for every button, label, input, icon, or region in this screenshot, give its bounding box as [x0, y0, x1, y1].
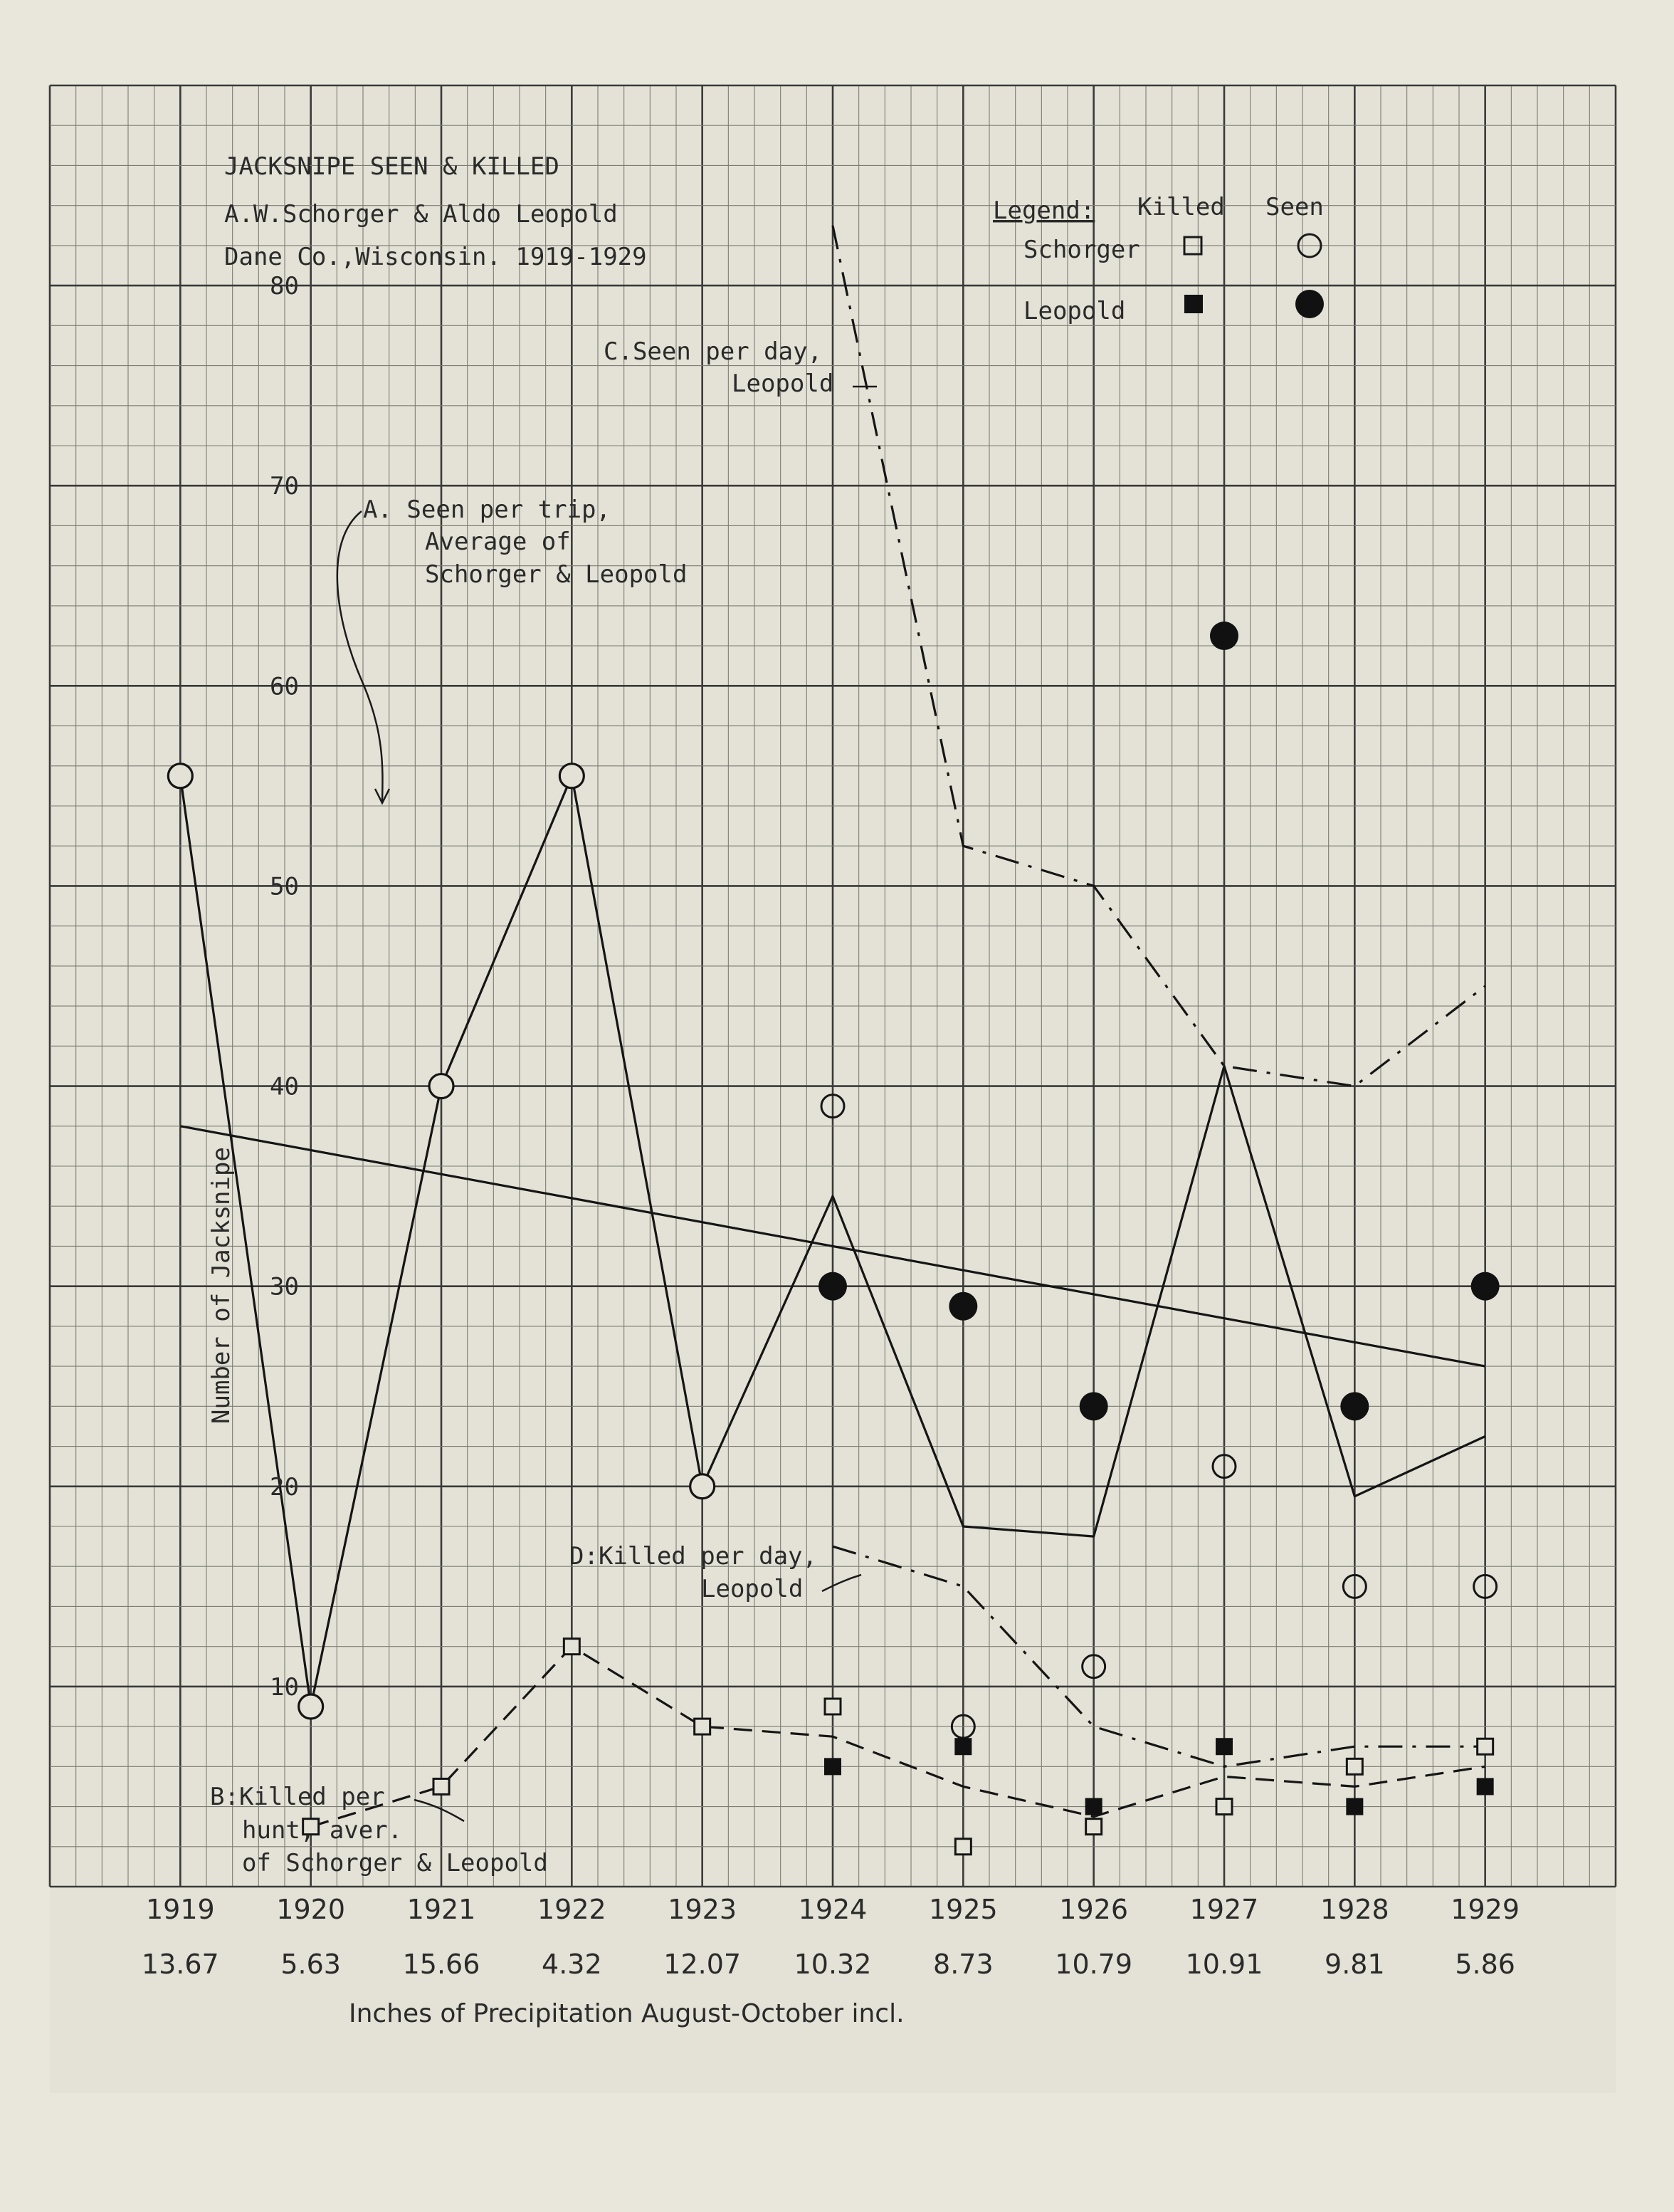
leopold-seen-1924	[818, 1272, 847, 1301]
precip-1927: 10.91	[1185, 1949, 1263, 1980]
schorger-killed-1924	[825, 1699, 841, 1714]
label-c-1: C.Seen per day,	[604, 337, 823, 366]
point-b-1921	[433, 1778, 449, 1794]
x-tick-1926: 1926	[1059, 1894, 1129, 1925]
x-tick-1921: 1921	[406, 1894, 476, 1925]
leopold-killed-1925	[954, 1738, 972, 1755]
legend-leopold: Leopold	[1023, 297, 1126, 325]
label-b-2: hunt, aver.	[242, 1816, 403, 1845]
x-tick-1919: 1919	[145, 1894, 215, 1925]
y-tick-40: 40	[270, 1072, 299, 1101]
leopold-killed-1927	[1216, 1738, 1233, 1755]
precip-1924: 10.32	[794, 1949, 872, 1980]
precip-1922: 4.32	[542, 1949, 602, 1980]
schorger-killed-1925	[955, 1839, 971, 1855]
grid	[50, 85, 1616, 1887]
x-tick-1928: 1928	[1320, 1894, 1389, 1925]
leopold-killed-1926	[1085, 1798, 1102, 1815]
precip-1929: 5.86	[1455, 1949, 1515, 1980]
point-a-1922	[559, 764, 584, 788]
label-a-3: Schorger & Leopold	[425, 560, 688, 589]
y-tick-80: 80	[270, 272, 299, 301]
label-c-2: Leopold	[732, 369, 834, 398]
legend-leopold-seen-marker	[1295, 290, 1324, 318]
leopold-seen-1929	[1471, 1272, 1500, 1301]
label-a-1: A. Seen per trip,	[363, 496, 611, 524]
y-tick-60: 60	[270, 672, 299, 701]
x-tick-1920: 1920	[276, 1894, 346, 1925]
schorger-killed-1927	[1216, 1799, 1232, 1815]
y-tick-20: 20	[270, 1472, 299, 1501]
label-b-3: of Schorger & Leopold	[242, 1849, 548, 1877]
x-axis-label: Inches of Precipitation August-October incl.	[349, 1999, 905, 2028]
y-axis-label: Number of Jacksnipe	[207, 1147, 236, 1424]
y-tick-10: 10	[270, 1672, 299, 1702]
precip-1925: 8.73	[933, 1949, 994, 1980]
precip-1928: 9.81	[1325, 1949, 1385, 1980]
label-a-2: Average of	[425, 528, 571, 556]
point-b-1922	[564, 1639, 579, 1655]
leopold-seen-1928	[1340, 1392, 1369, 1420]
point-a-1921	[429, 1074, 453, 1099]
legend-title: Legend:	[993, 196, 1095, 225]
y-tick-50: 50	[270, 872, 299, 901]
leopold-killed-1929	[1477, 1778, 1494, 1795]
leopold-killed-1924	[824, 1758, 841, 1775]
precip-1919: 13.67	[141, 1949, 219, 1980]
schorger-killed-1929	[1478, 1739, 1493, 1754]
legend-leopold-killed-marker	[1184, 295, 1203, 313]
x-tick-1924: 1924	[798, 1894, 868, 1925]
legend-col-killed: Killed	[1137, 193, 1225, 221]
x-tick-1922: 1922	[537, 1894, 606, 1925]
precip-1921: 15.66	[402, 1949, 480, 1980]
legend-schorger: Schorger	[1023, 236, 1140, 264]
precip-1923: 12.07	[663, 1949, 742, 1980]
precip-1920: 5.63	[280, 1949, 341, 1980]
label-d-1: D:Killed per day,	[569, 1542, 817, 1571]
point-a-1920	[299, 1694, 323, 1719]
x-tick-1925: 1925	[928, 1894, 998, 1925]
x-tick-1927: 1927	[1189, 1894, 1259, 1925]
precip-1926: 10.79	[1055, 1949, 1133, 1980]
point-a-1919	[168, 764, 192, 788]
y-tick-30: 30	[270, 1272, 299, 1301]
chart-subtitle-1: A.W.Schorger & Aldo Leopold	[224, 200, 618, 229]
label-d-2: Leopold	[701, 1575, 804, 1603]
schorger-killed-1926	[1086, 1819, 1102, 1835]
label-b-1: B:Killed per	[210, 1783, 385, 1811]
x-tick-1929: 1929	[1451, 1894, 1520, 1925]
schorger-killed-1928	[1347, 1758, 1362, 1774]
leopold-killed-1928	[1346, 1798, 1363, 1815]
point-a-1923	[690, 1474, 715, 1499]
legend-col-seen: Seen	[1265, 193, 1324, 221]
leopold-seen-1925	[949, 1292, 977, 1321]
leopold-seen-1927	[1210, 622, 1238, 650]
y-tick-70: 70	[270, 472, 299, 501]
chart-subtitle-2: Dane Co.,Wisconsin. 1919-1929	[224, 243, 647, 271]
x-tick-1923: 1923	[668, 1894, 737, 1925]
leopold-seen-1926	[1080, 1392, 1108, 1420]
point-b-1923	[695, 1719, 710, 1734]
chart-title: JACKSNIPE SEEN & KILLED	[224, 152, 559, 181]
